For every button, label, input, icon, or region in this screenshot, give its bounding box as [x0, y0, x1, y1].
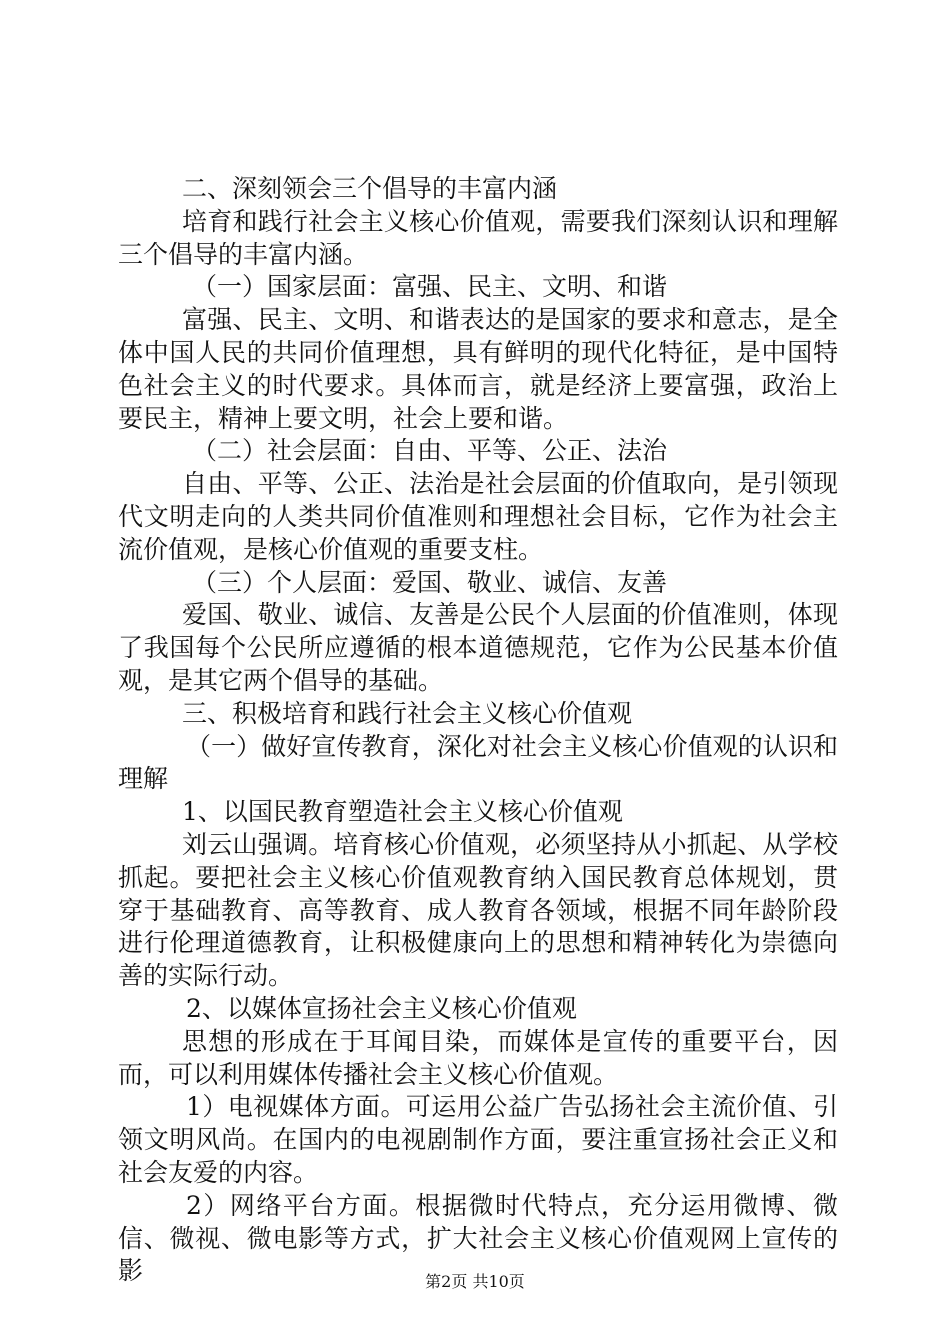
item-tv-media: 1）电视媒体方面。可运用公益广告弘扬社会主流价值、引领文明风尚。在国内的电视剧制作方面，要注重宣扬社会正义和社会友爱的内容。	[118, 1092, 838, 1187]
heading-section-2: 二、深刻领会三个倡导的丰富内涵	[182, 174, 558, 203]
item-online-platform: 2）网络平台方面。根据微时代特点，充分运用微博、微信、微视、微电影等方式，扩大社会主义核心价值观网上宣传的影	[118, 1190, 838, 1286]
heading-section-3: 三、积极培育和践行社会主义核心价值观	[182, 698, 633, 728]
paragraph-national-education: 刘云山强调。培育核心价值观，必须坚持从小抓起、从学校抓起。要把社会主义核心价值观教育纳入国民教育总体规划，贯穿于基础教育、高等教育、成人教育各领域，根据不同年龄阶段进行伦理道德教育，让积极健康向上的思想和精神转化为崇德向善的实际行动。	[118, 829, 838, 991]
subheading-national: （一）国家层面：富强、民主、文明、和谐	[192, 272, 668, 302]
subheading-social: （二）社会层面：自由、平等、公正、法治	[192, 436, 668, 466]
page-footer: 第2页 共10页	[425, 1272, 525, 1291]
document-body	[118, 173, 838, 1288]
item-media: 2、以媒体宣扬社会主义核心价值观	[186, 993, 577, 1023]
item-national-education: 1、以国民教育塑造社会主义核心价值观	[182, 797, 623, 827]
paragraph-national: 富强、民主、文明、和谐表达的是国家的要求和意志，是全体中国人民的共同价值理想，具有鲜明的现代化特征，是中国特色社会主义的时代要求。具体而言，就是经济上要富强，政治上要民主，精神上要文明，社会上要和谐。	[118, 305, 838, 433]
subheading-personal: （三）个人层面：爱国、敬业、诚信、友善	[192, 567, 668, 597]
subheading-education: （一）做好宣传教育，深化对社会主义核心价值观的认识和理解	[118, 731, 838, 794]
paragraph-social: 自由、平等、公正、法治是社会层面的价值取向，是引领现代文明走向的人类共同价值准则和理想社会目标，它作为社会主流价值观，是核心价值观的重要支柱。	[118, 469, 838, 564]
paragraph-media: 思想的形成在于耳闻目染，而媒体是宣传的重要平台，因而，可以利用媒体传播社会主义核心价值观。	[118, 1026, 838, 1089]
paragraph-personal: 爱国、敬业、诚信、友善是公民个人层面的价值准则，体现了我国每个公民所应遵循的根本道德规范，它作为公民基本价值观，是其它两个倡导的基础。	[118, 600, 838, 695]
paragraph-intro: 培育和践行社会主义核心价值观，需要我们深刻认识和理解三个倡导的丰富内涵。	[118, 206, 838, 269]
